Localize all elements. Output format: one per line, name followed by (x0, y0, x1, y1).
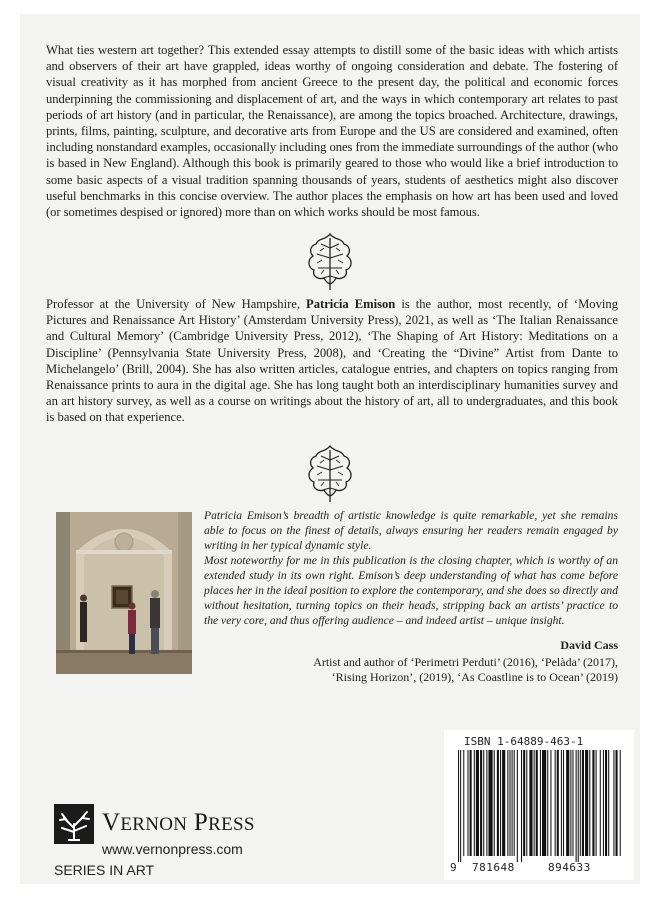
gallery-photo (56, 512, 192, 674)
barcode-stripe (529, 750, 532, 856)
barcode-stripe (616, 750, 618, 856)
barcode-stripe (592, 750, 594, 856)
barcode-stripe (563, 750, 564, 856)
barcode-stripe (476, 750, 479, 856)
barcode-stripe (620, 750, 621, 856)
quote-paragraph: Patricia Emison’s breadth of artistic knowledge is quite remarkable, yet she remains able to focus on the finest of details, always ensuring her readers remain engaged by writing in her typical dynamic style. (204, 509, 618, 552)
barcode-stripe (474, 750, 475, 856)
vernon-press-tree-logo-icon (54, 804, 94, 844)
quote-author: David Cass (560, 638, 618, 652)
barcode-stripe (589, 750, 590, 856)
quote-paragraph: Most noteworthy for me in this publication is the closing chapter, which is worthy of an extended study in its own right. Emison’s deep understanding of what has come before places her in the ideal position to explore the contemporary, and she does so directly and without hesitation, turning topics on their heads, stripping back an artists’ practice to the very core, and thus offering audience – and indeed artist – unique insight. (204, 554, 618, 627)
barcode-stripe (488, 750, 492, 856)
barcode-stripe (582, 750, 584, 856)
barcode-stripe (578, 750, 579, 862)
publisher-initial: V (102, 809, 121, 836)
barcode-stripe (497, 750, 499, 856)
barcode-stripe (509, 750, 510, 856)
barcode-stripe (494, 750, 495, 856)
barcode-stripe (514, 750, 515, 856)
barcode-stripe (557, 750, 559, 856)
publisher-name-part: RESS (208, 814, 255, 835)
barcode-stripe (613, 750, 614, 856)
barcode-stripe (502, 750, 505, 856)
series-label: SERIES IN ART (54, 862, 155, 878)
barcode-icon (458, 750, 622, 862)
barcode-stripe (521, 750, 522, 862)
bio-rest: is the author, most recently, of ‘Moving Pictures and Renaissance Art History’ (Amsterdam University Press), 2021, as well as ‘The Italian Renaissance and Cultural Memory’ (Cambridge University Press, 2012), ‘The Shaping of Art History: Meditations on a Discipline’ (Pennsylvania State University Press, 2008), and ‘Creating the “Divine” Artist from Dante to Michelangelo’ (Brill, 2004). She has also written articles, catalogue entries, and chapters on topics ranging from Renaissance prints to aura in the digital age. She has long taught both an interdisciplinary humanities survey and an art history survey, as well as a course on writings about the history of art, all to undergraduates, and this book is based on that experience. (46, 297, 618, 425)
leaf-ornament-icon (304, 230, 356, 292)
back-cover (20, 14, 640, 884)
barcode-digits-left: 781648 (472, 861, 515, 874)
barcode-stripe (605, 750, 607, 856)
barcode-panel (444, 730, 634, 880)
publisher-name-part: ERNON (120, 814, 188, 835)
author-name: Patricia Emison (306, 297, 396, 311)
barcode-stripe (570, 750, 571, 856)
bio-prefix: Professor at the University of New Hampshire, (46, 297, 307, 311)
barcode-stripe (458, 750, 459, 862)
barcode-stripe (470, 750, 472, 856)
barcode-stripe (555, 750, 556, 856)
barcode-stripe (512, 750, 513, 856)
barcode-stripe (600, 750, 601, 856)
author-bio (46, 296, 618, 426)
publisher-url: www.vernonpress.com (102, 841, 243, 857)
barcode-stripe (526, 750, 527, 856)
publisher-name (102, 809, 255, 837)
barcode-stripe (460, 750, 461, 862)
barcode-stripe (580, 750, 581, 856)
barcode-digits-right: 894633 (548, 861, 591, 874)
barcode-stripe (507, 750, 508, 856)
barcode-stripe (540, 750, 541, 856)
barcode-stripe (547, 750, 548, 856)
barcode-stripe (603, 750, 604, 856)
barcode-stripe (486, 750, 487, 856)
publisher-initial: P (193, 809, 209, 836)
barcode-stripe (596, 750, 597, 856)
book-blurb: What ties western art together? This extended essay attempts to distill some of the basic ideas with which artists and observers of their art have grappled, ideas worthy of ongoing consideration and debate. The fostering of visual creativity as it has morphed from ancient Greece to the present day, the political and economic forces underpinning the commissioning and displacement of art, and the ways in which contemporary art relates to past periods of art history (and in particular, the Renaissance), are among the topics broached. Architecture, drawings, prints, films, painting, sculpture, and decorative arts from Europe and the US are considered and examined, often including nonstandard examples, occasionally including ones from the immediate surroundings of the author (who is based in New England). Although this book is primarily geared to those who would like a brief introduction to some basic aspects of a visual tradition spanning thousands of years, students of aesthetics might also discover useful benchmarks in this concise overview. The author places the emphasis on how art has been used and loved (or sometimes despised or ignored) more than on which works should be most famous. (46, 43, 618, 220)
barcode-stripe (483, 750, 484, 856)
quote-author-description: Artist and author of ‘Perimetri Perduti’ (2016), ‘Pelàda’ (2017), ‘Rising Horizon’, (2019), ‘As Coastline is to Ocean’ (2019) (313, 655, 618, 684)
barcode-stripe (463, 750, 464, 856)
barcode-stripe (608, 750, 609, 856)
isbn-label: ISBN 1-64889-463-1 (464, 735, 584, 748)
barcode-stripe (542, 750, 546, 856)
endorsement-quote (204, 508, 618, 628)
barcode-stripe (467, 750, 468, 856)
barcode-stripe (523, 750, 525, 856)
barcode-stripe (550, 750, 551, 856)
barcode-stripe (572, 750, 573, 856)
barcode-lead-digit: 9 (450, 861, 458, 874)
barcode-stripe (534, 750, 535, 856)
barcode-stripe (517, 750, 518, 862)
barcode-stripe (480, 750, 482, 856)
barcode-stripe (536, 750, 538, 856)
barcode-stripe (561, 750, 562, 856)
leaf-ornament-icon (304, 442, 356, 504)
barcode-stripe (500, 750, 501, 856)
barcode-stripe (576, 750, 577, 862)
barcode-stripe (585, 750, 588, 856)
barcode-stripe (566, 750, 569, 856)
